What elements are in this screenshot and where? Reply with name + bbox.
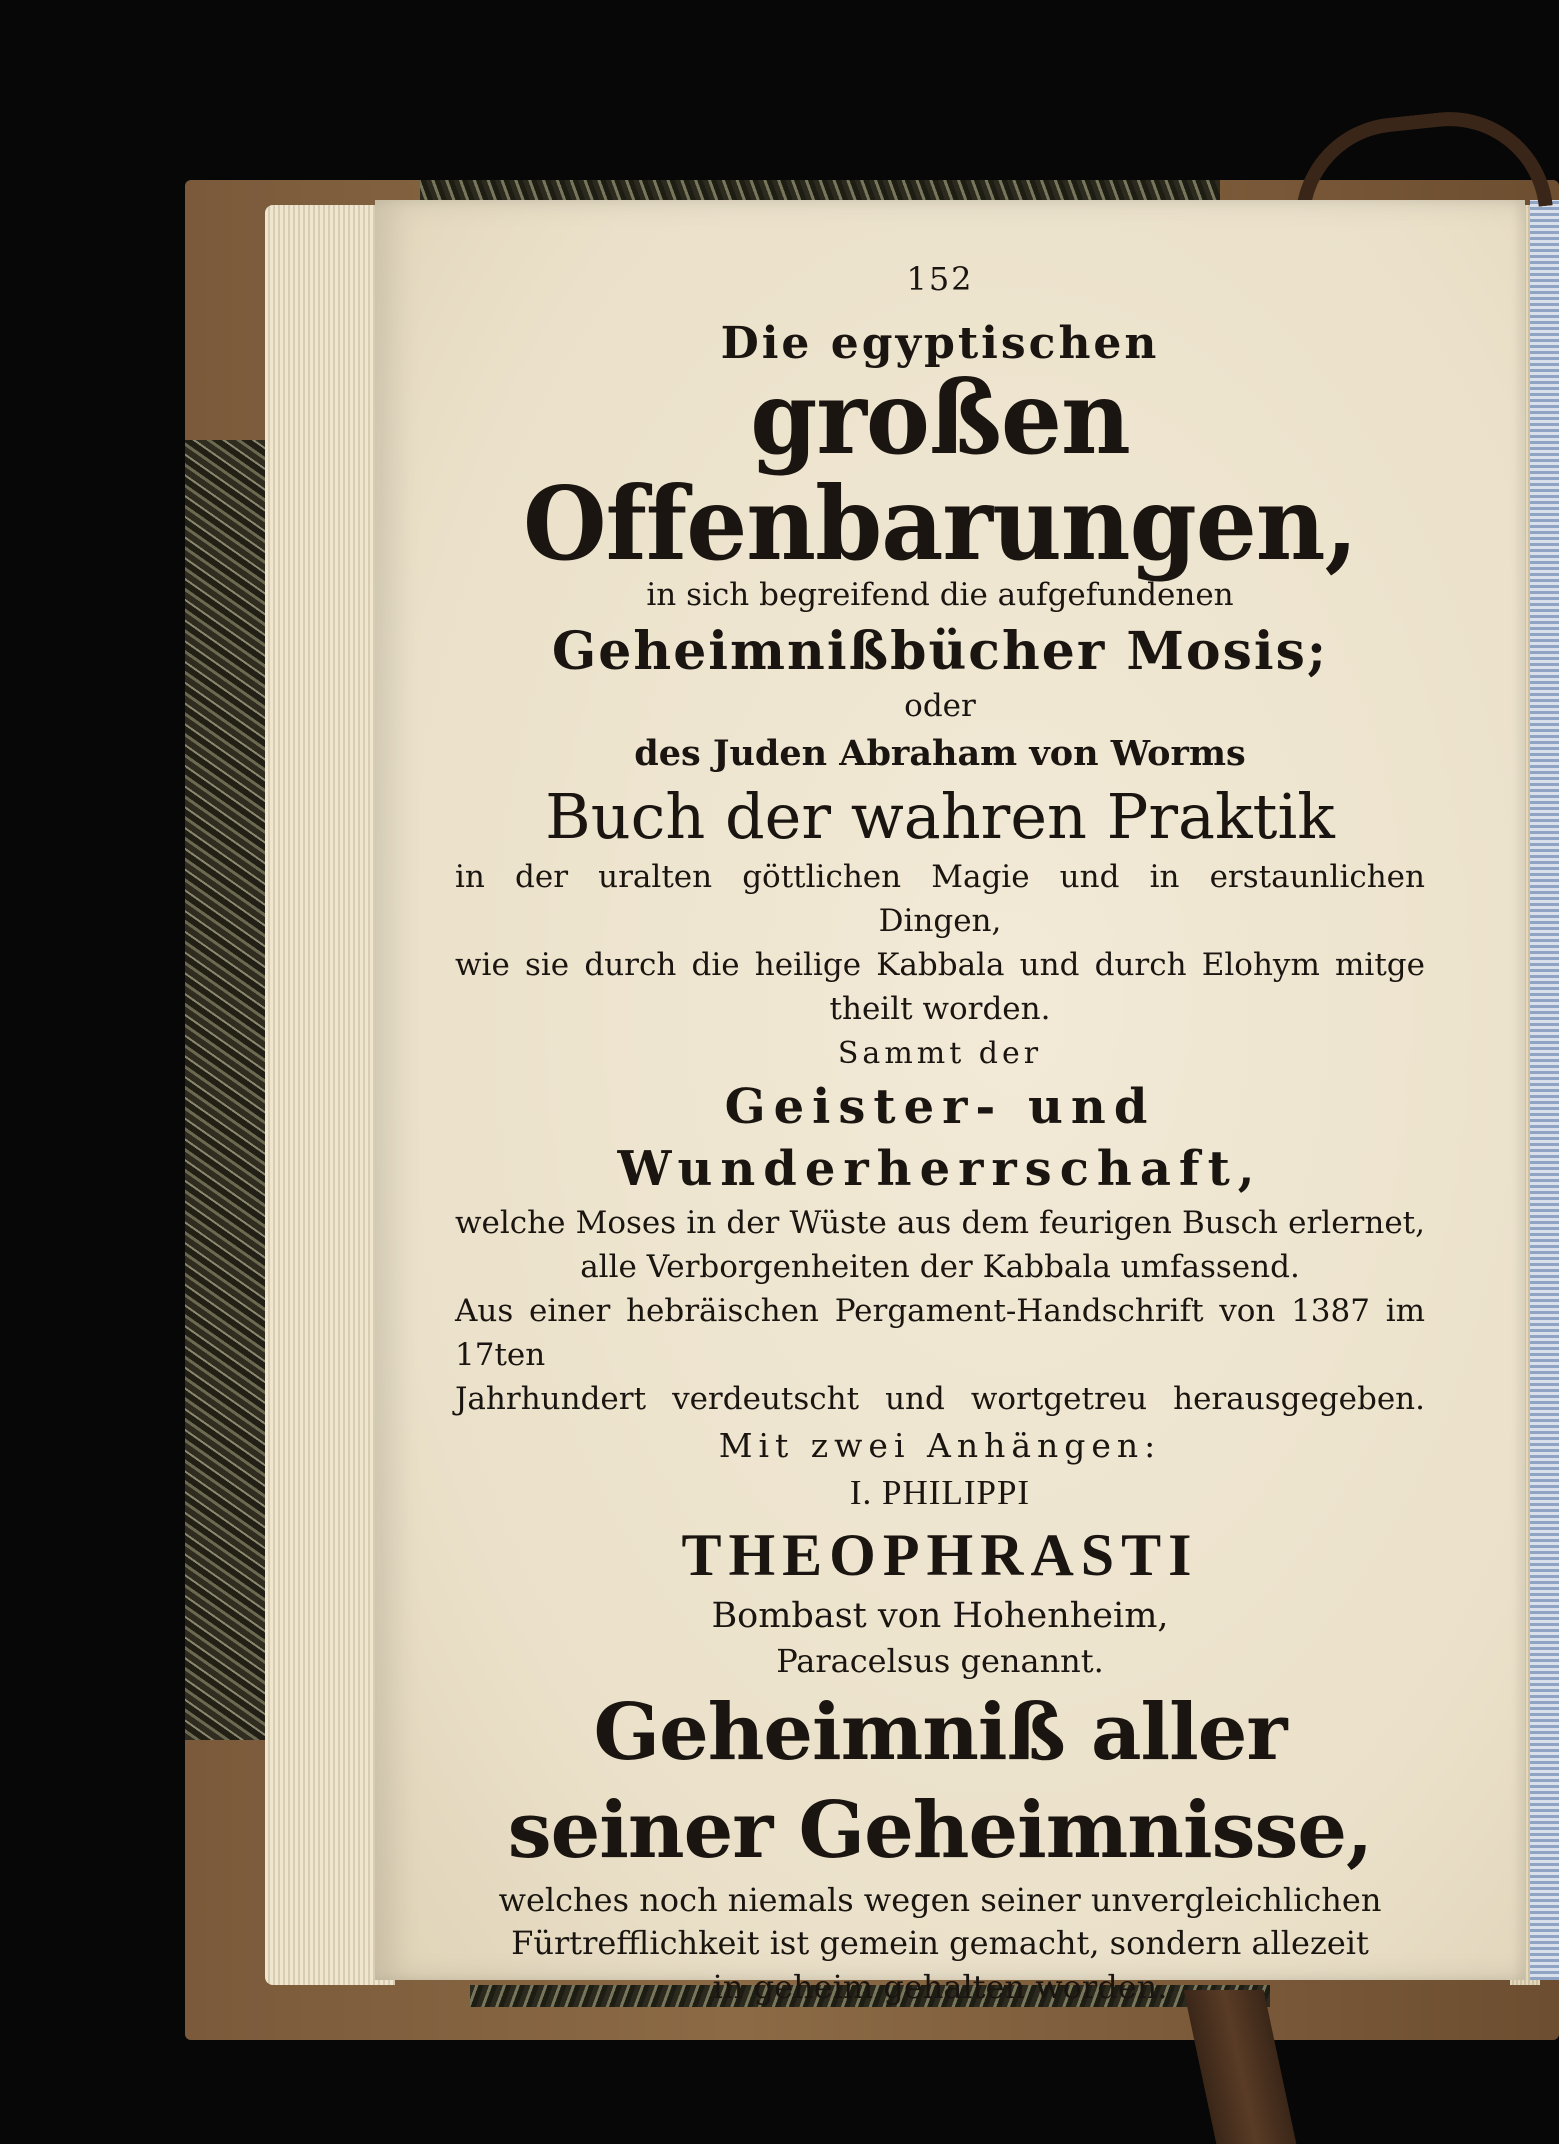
title-line-4: Geheimnißbücher Mosis;	[551, 620, 1329, 682]
title-line-13: Geister- und Wunderherrschaft,	[617, 1079, 1263, 1198]
title-line-12: Sammt der	[837, 1036, 1043, 1072]
title-line-24: welches noch niemals wegen seiner unvergleichlichen	[498, 1881, 1382, 1920]
title-line-9: Dingen,	[878, 903, 1002, 940]
title-line-18: Mit zwei Anhängen:	[718, 1425, 1162, 1465]
title-line-19: I. PHILIPPI	[849, 1473, 1031, 1513]
page-number: 152	[906, 260, 974, 298]
title-page-text	[455, 260, 1425, 2009]
title-line-7: Buch der wahren Praktik	[545, 779, 1335, 853]
title-line-21: Bombast von Hohenheim,	[711, 1595, 1169, 1636]
book-page	[375, 200, 1525, 2006]
title-line-20: THEOPHRASTI	[681, 1521, 1199, 1588]
title-line-1: Die egyptischen	[720, 318, 1160, 369]
title-line-16: Aus einer hebräischen Pergament-Handschrift von 1387 im 17ten	[455, 1292, 1425, 1373]
title-line-25: Fürtrefflichkeit ist gemein gemacht, sondern allezeit	[511, 1924, 1369, 1963]
title-line-14: welche Moses in der Wüste aus dem feurigen Busch erlernet,	[455, 1204, 1425, 1241]
title-line-11: theilt worden.	[829, 991, 1051, 1028]
marbled-board-top	[420, 180, 1220, 202]
cloth-spine-right	[1530, 200, 1559, 1980]
title-line-23: Geheimniß aller seiner Geheimnisse,	[507, 1687, 1373, 1876]
title-line-26: in geheim gehalten worden.	[712, 1967, 1168, 2006]
title-line-3: in sich begreifend die aufgefundenen	[646, 576, 1234, 613]
title-line-8: in der uralten göttlichen Magie und in erstaunlichen	[455, 859, 1425, 896]
title-line-17: Jahrhundert verdeutscht und wortgetreu herausgegeben.	[455, 1380, 1425, 1417]
title-line-5: oder	[904, 688, 976, 725]
title-line-6: des Juden Abraham von Worms	[634, 732, 1246, 774]
title-line-22: Paracelsus genannt.	[776, 1642, 1104, 1681]
title-line-15: alle Verborgenheiten der Kabbala umfassend.	[580, 1248, 1300, 1285]
marbled-board-left	[185, 440, 265, 1740]
title-line-2: großen Offenbarungen,	[522, 358, 1357, 584]
title-line-10: wie sie durch die heilige Kabbala und durch Elohym mitge	[455, 947, 1425, 984]
